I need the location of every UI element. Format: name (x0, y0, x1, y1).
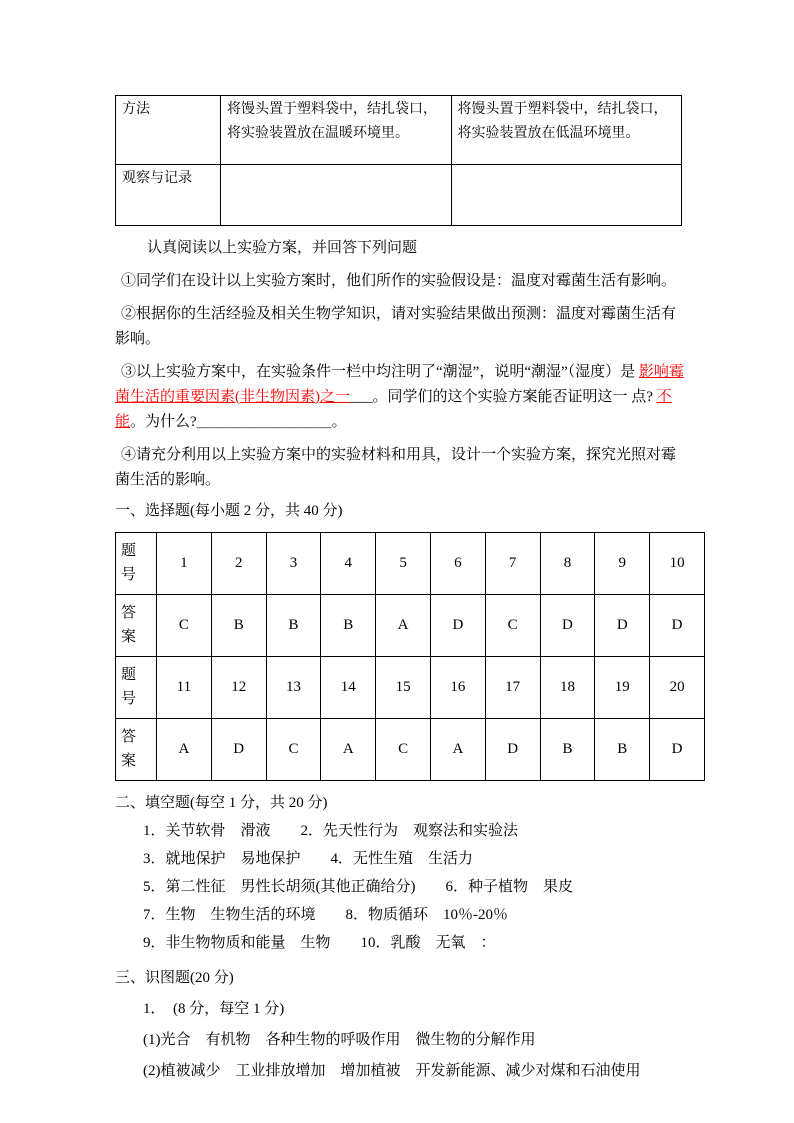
answer-cell: A (376, 595, 431, 657)
answer-cell: 16 (430, 657, 485, 719)
answer-cell: 8 (540, 533, 595, 595)
answer-cell: 4 (321, 533, 376, 595)
diagram-sub-answer-2: (2)植被减少 工业排放增加 增加植被 开发新能源、减少对煤和石油使用 (143, 1063, 641, 1079)
experiment-row-label: 观察与记录 (116, 165, 221, 226)
answer-cell: 11 (157, 657, 212, 719)
answer-cell: 2 (211, 533, 266, 595)
question-3-text: ___。同学们的这个实验方案能否证明这一 点? (350, 389, 657, 405)
answer-cell: 15 (376, 657, 431, 719)
answer-cell: D (540, 595, 595, 657)
answer-cell: 18 (540, 657, 595, 719)
answer-row-answers-1 (116, 595, 705, 657)
fill-answer-line: 1．关节软骨 滑液 2．先天性行为 观察法和实验法 (143, 823, 519, 839)
experiment-cell-warm-empty (221, 165, 452, 226)
question-3 (115, 360, 686, 435)
question-3-text: 。为什么?＿＿＿＿＿＿＿＿＿。 (130, 414, 347, 430)
section-title-choice: 一、选择题(每小题 2 分，共 40 分) (115, 503, 343, 519)
question-2: ②根据你的生活经验及相关生物学知识，请对实验结果做出预测：温度对霉菌生活有影响。 (115, 306, 677, 347)
answer-row-label: 题号 (121, 543, 137, 583)
answer-cell: 14 (321, 657, 376, 719)
answer-cell: A (430, 719, 485, 781)
experiment-table (115, 95, 682, 226)
answer-cell: A (321, 719, 376, 781)
answer-cell: C (485, 595, 540, 657)
answer-cell: D (211, 719, 266, 781)
answer-cell: D (595, 595, 650, 657)
fill-answer-line: 3．就地保护 易地保护 4．无性生殖 生活力 (143, 851, 474, 867)
section-title-fill: 二、填空题(每空 1 分，共 20 分) (115, 795, 328, 811)
answer-row-label: 答案 (121, 729, 137, 769)
answer-cell: 10 (650, 533, 705, 595)
answer-cell: B (321, 595, 376, 657)
answer-cell: D (430, 595, 485, 657)
answer-cell: A (157, 719, 212, 781)
answer-row-numbers-1 (116, 533, 705, 595)
answer-cell: 12 (211, 657, 266, 719)
answer-cell: D (650, 595, 705, 657)
answer-cell: B (540, 719, 595, 781)
answer-cell: B (211, 595, 266, 657)
experiment-row-record (116, 165, 682, 226)
answer-row-label: 题号 (121, 667, 137, 707)
experiment-row-method (116, 96, 682, 165)
answer-cell: D (485, 719, 540, 781)
experiment-cell-cold: 将馒头置于塑料袋中，结扎袋口，将实验装置放在低温环境里。 (451, 96, 682, 165)
fill-answer-line: 7．生物 生物生活的环境 8．物质循环 10％-20％ (143, 907, 508, 923)
answer-cell: B (266, 595, 321, 657)
intro-line: 认真阅读以上实验方案，并回答下列问题 (147, 240, 418, 256)
answer-row-numbers-2 (116, 657, 705, 719)
answer-cell: 3 (266, 533, 321, 595)
fill-answer-line: 5．第二性征 男性长胡须(其他正确给分) 6．种子植物 果皮 (143, 879, 573, 895)
answer-cell: 7 (485, 533, 540, 595)
question-1: ①同学们在设计以上实验方案时，他们所作的实验假设是：温度对霉菌生活有影响。 (121, 273, 677, 289)
answer-cell: B (595, 719, 650, 781)
question-3-answer-red: 影响霉菌生活的重要因素(非生物因素)之一 (115, 364, 684, 405)
answer-cell: C (376, 719, 431, 781)
answer-cell: 19 (595, 657, 650, 719)
answer-table (115, 532, 705, 781)
answer-cell: 20 (650, 657, 705, 719)
answer-cell: 9 (595, 533, 650, 595)
question-3-answer-red: 不能 (115, 389, 672, 430)
experiment-cell-cold-empty (451, 165, 682, 226)
answer-row-label: 答案 (121, 605, 137, 645)
answer-cell: 6 (430, 533, 485, 595)
answer-cell: C (157, 595, 212, 657)
answer-cell: 13 (266, 657, 321, 719)
fill-answer-line: 9．非生物物质和能量 生物 10．乳酸 无氧 ： (143, 935, 496, 951)
experiment-row-label: 方法 (116, 96, 221, 165)
question-4: ④请充分利用以上实验方案中的实验材料和用具，设计一个实验方案，探究光照对霉菌生活的影响。 (115, 447, 677, 488)
diagram-item-1: 1． (8 分，每空 1 分) (143, 1001, 285, 1017)
answer-cell: 1 (157, 533, 212, 595)
answer-row-answers-2 (116, 719, 705, 781)
question-3-text: ③以上实验方案中，在实验条件一栏中均注明了“潮湿”，说明“潮湿”（湿度）是 (121, 364, 639, 380)
answer-cell: D (650, 719, 705, 781)
section-title-diagram: 三、识图题(20 分) (115, 970, 234, 986)
answer-cell: 17 (485, 657, 540, 719)
diagram-sub-answer-1: (1)光合 有机物 各种生物的呼吸作用 微生物的分解作用 (143, 1032, 536, 1048)
answer-cell: 5 (376, 533, 431, 595)
experiment-cell-warm: 将馒头置于塑料袋中，结扎袋口，将实验装置放在温暖环境里。 (221, 96, 452, 165)
answer-cell: C (266, 719, 321, 781)
